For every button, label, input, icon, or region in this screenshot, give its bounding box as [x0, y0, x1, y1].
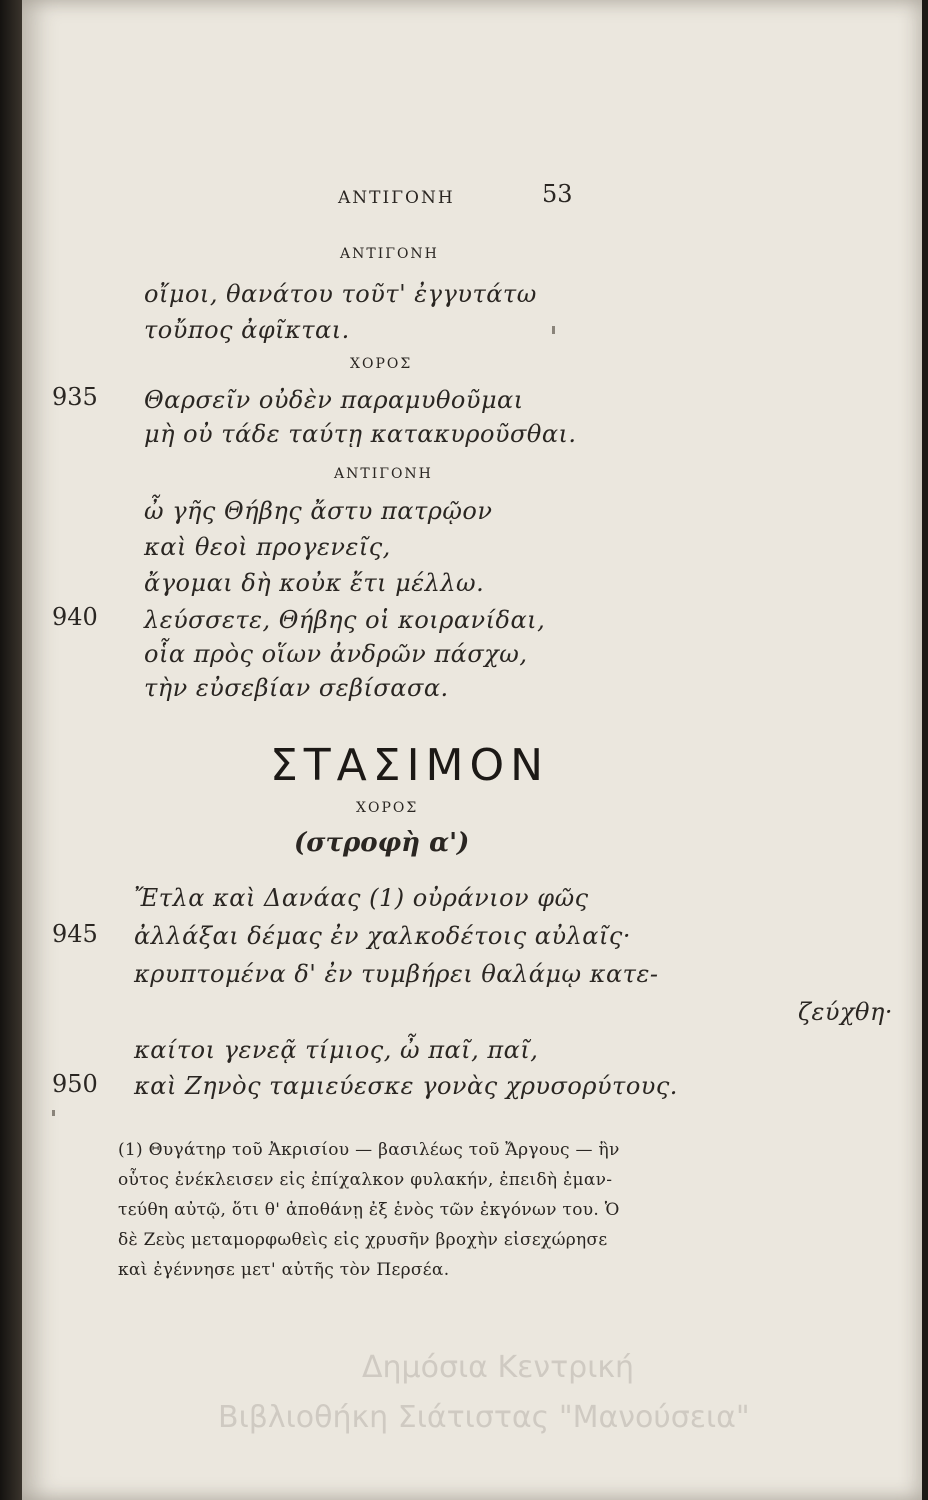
- library-watermark-line: Βιβλιοθήκη Σιάτιστας "Μανούσεια": [218, 1400, 750, 1435]
- verse-line: ὦ γῆς Θήβης ἄστυ πατρῷον: [144, 497, 493, 525]
- verse-line: Ἔτλα καὶ Δανάας (1) οὐράνιον φῶς: [134, 884, 589, 912]
- footnote-line: καὶ ἐγέννησε μετ' αὐτῆς τὸν Περσέα.: [118, 1260, 450, 1280]
- library-watermark-line: Δημόσια Κεντρική: [362, 1350, 635, 1385]
- line-number: 950: [52, 1070, 98, 1098]
- verse-line: καὶ Ζηνὸς ταμιεύεσκε γονὰς χρυσορύτους.: [134, 1072, 678, 1100]
- verse-line: οἷα πρὸς οἵων ἀνδρῶν πάσχω,: [144, 640, 528, 668]
- footnote-line: οὗτος ἐνέκλεισεν εἰς ἐπίχαλκον φυλακήν, ἐπειδὴ ἐμαν-: [118, 1170, 613, 1190]
- verse-line: λεύσσετε, Θήβης οἱ κοιρανίδαι,: [144, 606, 546, 634]
- strophe-label: (στροφὴ α'): [294, 828, 470, 858]
- verse-line: ἀλλάξαι δέμας ἐν χαλκοδέτοις αὐλαῖς·: [134, 922, 631, 950]
- speaker-label: ΑΝΤΙΓΟΝΗ: [334, 466, 433, 482]
- verse-line: καὶ θεοὶ προγενεῖς,: [144, 533, 391, 561]
- footnote-line: δὲ Ζεὺς μεταμορφωθεὶς εἰς χρυσῆν βροχὴν εἰσεχώρησε: [118, 1230, 608, 1250]
- line-number: 945: [52, 920, 98, 948]
- footnote-line: τεύθη αὐτῷ, ὅτι θ' ἀποθάνῃ ἐξ ἑνὸς τῶν ἐκγόνων του. Ὁ: [118, 1200, 620, 1220]
- speaker-label: ΧΟΡΟΣ: [350, 356, 413, 372]
- book-page: [22, 0, 922, 1500]
- print-speck: [552, 326, 555, 334]
- verse-line: καίτοι γενεᾷ τίμιος, ὦ παῖ, παῖ,: [134, 1036, 539, 1064]
- verse-line: μὴ οὐ τάδε ταύτῃ κατακυροῦσθαι.: [144, 420, 577, 448]
- verse-line: ἄγομαι δὴ κοὐκ ἔτι μέλλω.: [144, 569, 485, 597]
- line-number: 935: [52, 383, 98, 411]
- speaker-label: ΑΝΤΙΓΟΝΗ: [340, 246, 439, 262]
- verse-line: ζεύχθη·: [798, 998, 893, 1026]
- verse-line: Θαρσεῖν οὐδὲν παραμυθοῦμαι: [144, 386, 524, 414]
- section-heading: ΣΤΑΣΙΜΟΝ: [270, 740, 550, 791]
- verse-line: τὴν εὐσεβίαν σεβίσασα.: [144, 674, 449, 702]
- verse-line: κρυπτομένα δ' ἐν τυμβήρει θαλάμῳ κατε-: [134, 960, 659, 988]
- footnote-line: (1) Θυγάτηρ τοῦ Ἀκρισίου — βασιλέως τοῦ Ἄργους — ἣν: [118, 1140, 620, 1160]
- line-number: 940: [52, 603, 98, 631]
- verse-line: οἴμοι, θανάτου τοῦτ' ἐγγυτάτω: [144, 280, 537, 308]
- print-speck: [52, 1110, 55, 1116]
- speaker-label: ΧΟΡΟΣ: [356, 800, 419, 816]
- page-number: 53: [542, 180, 573, 208]
- verse-line: τοὔπος ἀφῖκται.: [144, 316, 350, 344]
- book-spine-shadow: [0, 0, 22, 1500]
- running-header-title: ΑΝΤΙΓΟΝΗ: [338, 188, 455, 208]
